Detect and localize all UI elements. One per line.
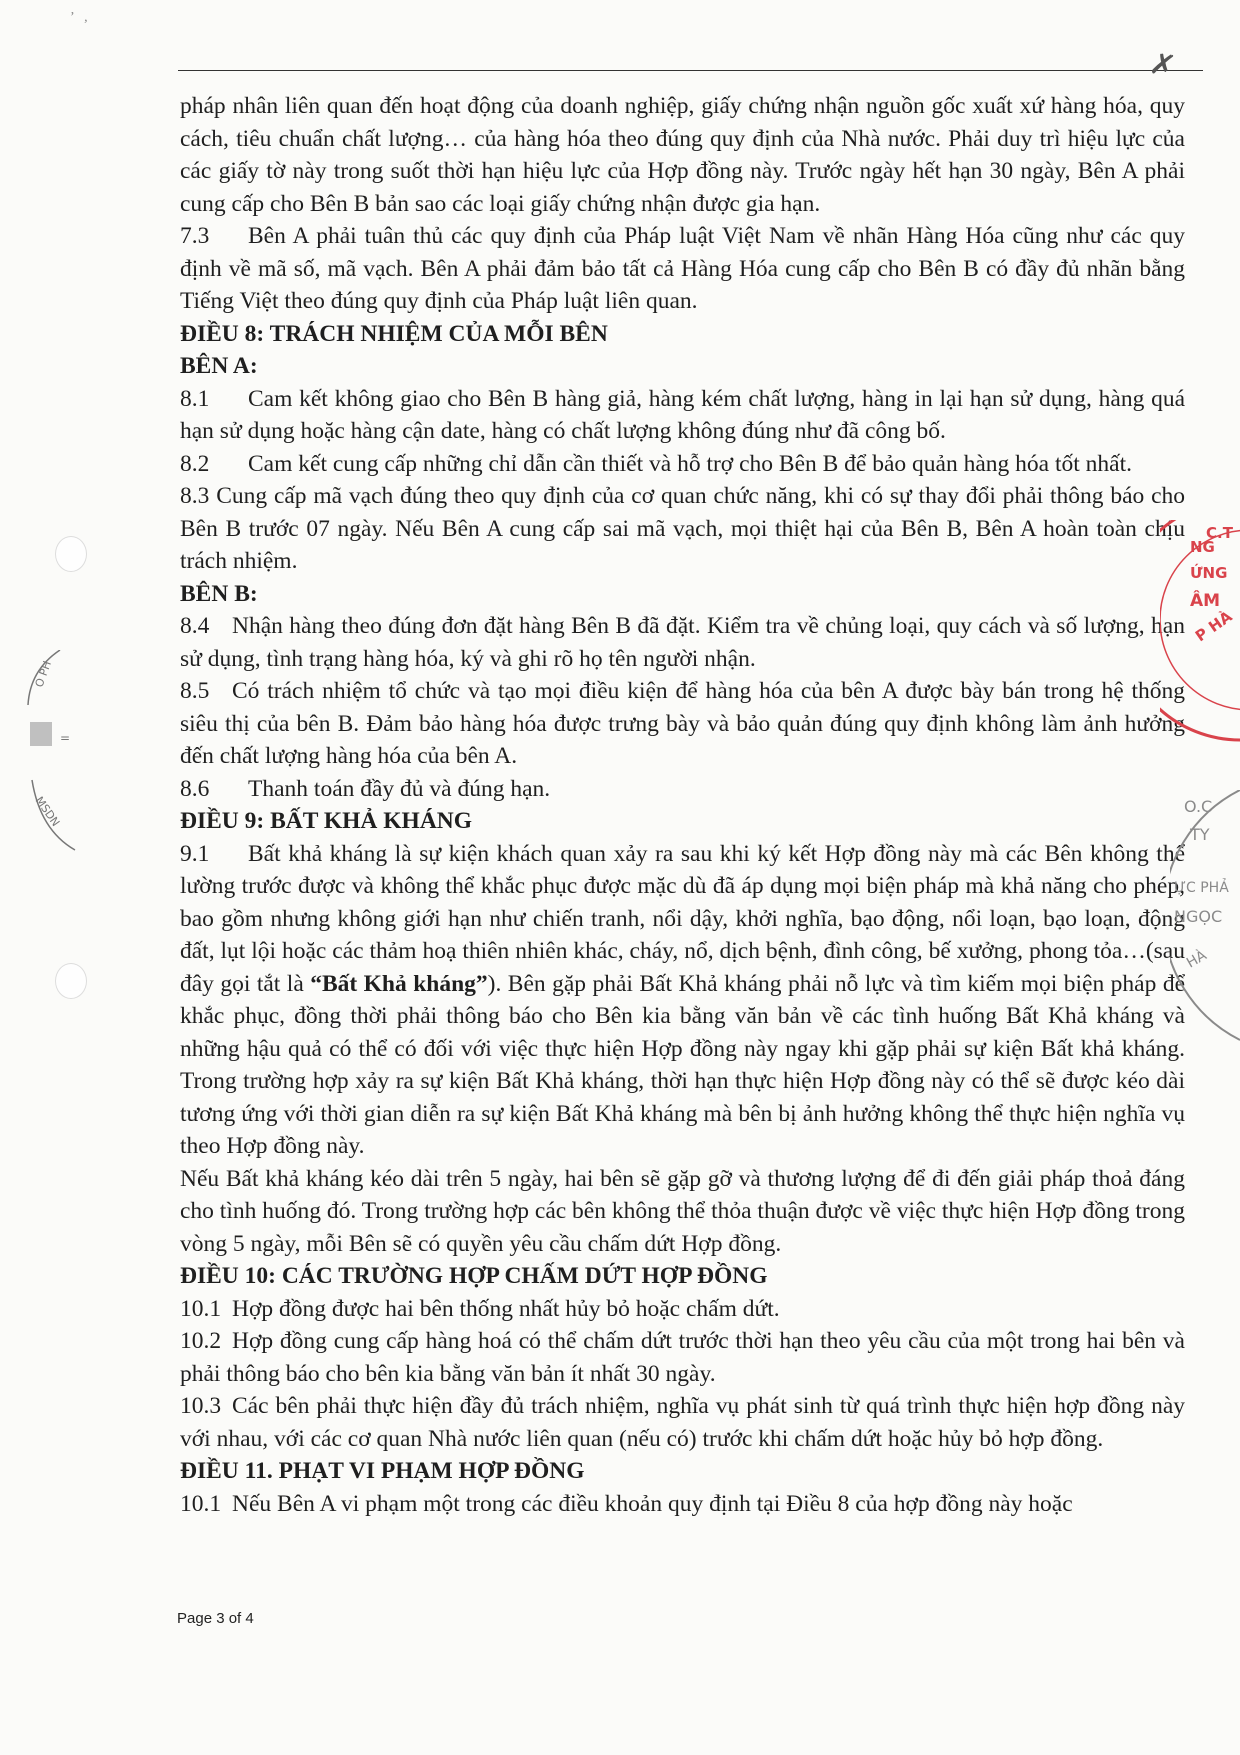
side-stamp-fragment (20, 650, 80, 860)
clause-text: Có trách nhiệm tổ chức và tạo mọi điều kiện để hàng hóa của bên A được bày bán trong hệ thống siêu thị của bên B. Đảm bảo hàng hóa được trưng bày và bảo quản đúng quy định không làm ảnh hưởng đến chất lượng hàng hóa của bên A. (180, 678, 1185, 769)
clause-text: Thanh toán đầy đủ và đúng hạn. (248, 775, 551, 802)
svg-text:ỰC PHẢ: ỰC PHẢ (1174, 880, 1229, 896)
clause-paragraph (180, 1325, 1185, 1390)
section-heading: ĐIỀU 8: TRÁCH NHIỆM CỦA MỖI BÊN (180, 320, 608, 347)
clause-text: Bất khả kháng là sự kiện khách quan xảy ra sau khi ký kết Hợp đồng này mà các Bên không thể lường trước được và không thể khắc phục được mặc dù đã áp dụng mọi biện pháp mà khả năng cho phép, bao gồm nhưng không giới hạn như chiến tranh, nổi dậy, khởi nghĩa, bạo động, nổi loạn, bạo loạn, động đất, lụt lội hoặc các thảm hoạ thiên nhiên khác, cháy, nổ, dịch bệnh, đình công, bế xưởng, phong tỏa…(sau đây gọi tắt là (180, 840, 1185, 997)
clause-number: 8.1 (180, 385, 210, 412)
clause-text: Cam kết không giao cho Bên B hàng giả, hàng kém chất lượng, hàng in lại hạn sử dụng, hàng quá hạn sử dụng hoặc hàng cận date, hàng có chất lượng không đúng như đã công bố. (180, 385, 1185, 444)
punch-hole (55, 536, 87, 572)
svg-text:C.T: C.T (1206, 524, 1233, 542)
svg-text:ỨNG: ỨNG (1190, 564, 1228, 582)
clause-paragraph (180, 448, 1185, 481)
scan-specks: ’ , (70, 10, 88, 25)
clause-paragraph (180, 838, 1185, 1163)
punch-hole (55, 963, 87, 999)
clause-text: Các bên phải thực hiện đầy đủ trách nhiệm, nghĩa vụ phát sinh từ quá trình thực hiện hợp đồng này với nhau, với các cơ quan Nhà nước liên quan (nếu có) trước khi chấm dứt hoặc hủy bỏ hợp đồng. (180, 1393, 1185, 1452)
clause-text: Hợp đồng cung cấp hàng hoá có thể chấm dứt trước thời hạn theo yêu cầu của một trong hai bên và phải thông báo cho bên kia bằng văn bản ít nhất 30 ngày. (180, 1328, 1185, 1387)
clause-paragraph (180, 610, 1185, 675)
svg-text:ÂM: ÂM (1190, 591, 1221, 611)
clause-text: ). Bên gặp phải Bất Khả kháng phải nỗ lực và tìm kiếm mọi biện pháp để khắc phục, đồng thời phải thông báo cho Bên kia bằng văn bản về các tình huống Bất Khả kháng và những hậu quả có thể có đối với việc thực hiện Hợp đồng này ngay khi gặp phải sự kiện Bất khả kháng. Trong trường hợp xảy ra sự kiện Bất Khả kháng, thời hạn thực hiện Hợp đồng này có thể sẽ được kéo dài tương ứng với thời gian diễn ra sự kiện Bất Khả kháng mà bên bị ảnh hưởng không thể thực hiện nghĩa vụ theo Hợp đồng này. (180, 970, 1185, 1159)
svg-text:O.C: O.C (1184, 797, 1213, 816)
svg-text:NGỌC: NGỌC (1174, 907, 1223, 926)
clause-paragraph (180, 1390, 1185, 1455)
page-number: Page 3 of 4 (177, 1610, 254, 1627)
section-heading: ĐIỀU 9: BẤT KHẢ KHÁNG (180, 808, 473, 834)
section-heading: ĐIỀU 11. PHẠT VI PHẠM HỢP ĐỒNG (180, 1458, 585, 1484)
clause-paragraph (180, 220, 1185, 318)
clause-text: Nếu Bất khả kháng kéo dài trên 5 ngày, hai bên sẽ gặp gỡ và thương lượng để đi đến giải pháp thoả đáng cho tình huống đó. Trong trường hợp các bên không thể thỏa thuận được về việc thực hiện Hợp đồng trong vòng 5 ngày, mỗi Bên sẽ có quyền yêu cầu chấm dứt Hợp đồng. (180, 1165, 1185, 1257)
clause-text: Nhận hàng theo đúng đơn đặt hàng Bên B đã đặt. Kiểm tra về chủng loại, quy cách và số lượng, hạn sử dụng, tình trạng hàng hóa, ký và ghi rõ họ tên người nhận. (180, 613, 1185, 672)
clause-text: Hợp đồng được hai bên thống nhất hủy bỏ hoặc chấm dứt. (232, 1295, 780, 1322)
clause-number: 10.1 (180, 1295, 222, 1322)
clause-paragraph (180, 1488, 1185, 1521)
side-stamp-text-bottom: MSDN (32, 794, 63, 829)
section-heading: BÊN B: (180, 580, 258, 607)
clause-text: Nếu Bên A vi phạm một trong các điều khoản quy định tại Điều 8 của hợp đồng này hoặc (232, 1490, 1073, 1517)
clause-number: 8.2 (180, 450, 210, 477)
clause-paragraph (180, 675, 1185, 773)
clause-number: 7.3 (180, 223, 210, 249)
initial-mark: ✗ (1146, 45, 1179, 86)
company-seal-red (1160, 520, 1240, 760)
clause-text: 8.3 Cung cấp mã vạch đúng theo quy định của cơ quan chức năng, khi có sự thay đổi phải thông báo cho Bên B trước 07 ngày. Nếu Bên A cung cấp sai mã vạch, mọi thiệt hại của Bên B, Bên A hoàn toàn chịu trách nhiệm. (180, 483, 1185, 574)
svg-text:HÀ: HÀ (1184, 947, 1210, 972)
clause-number: 8.4 (180, 613, 210, 639)
clause-number: 8.5 (180, 678, 210, 704)
clause-text: Bên A phải tuân thủ các quy định của Pháp luật Việt Nam về nhãn Hàng Hóa cũng như các quy định về mã số, mã vạch. Bên A phải đảm bảo tất cả Hàng Hóa cung cấp cho Bên B có đầy đủ nhãn bằng Tiếng Việt theo đúng quy định của Pháp luật liên quan. (180, 223, 1185, 314)
clause-number: 10.3 (180, 1393, 222, 1419)
clause-number: 8.6 (180, 775, 210, 802)
clause-paragraph (180, 1293, 1185, 1326)
clause-paragraph (180, 480, 1185, 578)
company-seal-gray (1170, 790, 1240, 1050)
clause-number: 10.1 (180, 1490, 222, 1517)
header-rule (178, 70, 1203, 71)
clause-paragraph (180, 90, 1185, 220)
side-stamp-text-top: O PH (32, 659, 55, 690)
clause-paragraph (180, 1163, 1185, 1261)
clause-text: pháp nhân liên quan đến hoạt động của doanh nghiệp, giấy chứng nhận nguồn gốc xuất xứ hàng hóa, quy cách, tiêu chuẩn chất lượng… của hàng hóa theo đúng quy định của Nhà nước. Phải duy trì hiệu lực của các giấy tờ này trong suốt thời hạn hiệu lực của Hợp đồng này. Trước ngày hết hạn 30 ngày, Bên A phải cung cấp cho Bên B bản sao các loại giấy chứng nhận được gia hạn. (180, 93, 1185, 217)
contract-body (180, 90, 1185, 1520)
svg-text:=: = (60, 731, 71, 745)
svg-text:NG: NG (1190, 538, 1215, 556)
clause-paragraph (180, 773, 1185, 806)
svg-text:TY: TY (1190, 825, 1210, 844)
svg-text:P HÀ: P HÀ (1191, 607, 1236, 646)
section-heading: BÊN A: (180, 353, 258, 379)
clause-paragraph (180, 383, 1185, 448)
defined-term: “Bất Khả kháng” (310, 970, 488, 997)
clause-number: 9.1 (180, 840, 210, 867)
clause-number: 10.2 (180, 1328, 222, 1354)
section-heading: ĐIỀU 10: CÁC TRƯỜNG HỢP CHẤM DỨT HỢP ĐỒNG (180, 1263, 768, 1289)
clause-text: Cam kết cung cấp những chỉ dẫn cần thiết và hỗ trợ cho Bên B để bảo quản hàng hóa tốt nhất. (248, 450, 1132, 477)
